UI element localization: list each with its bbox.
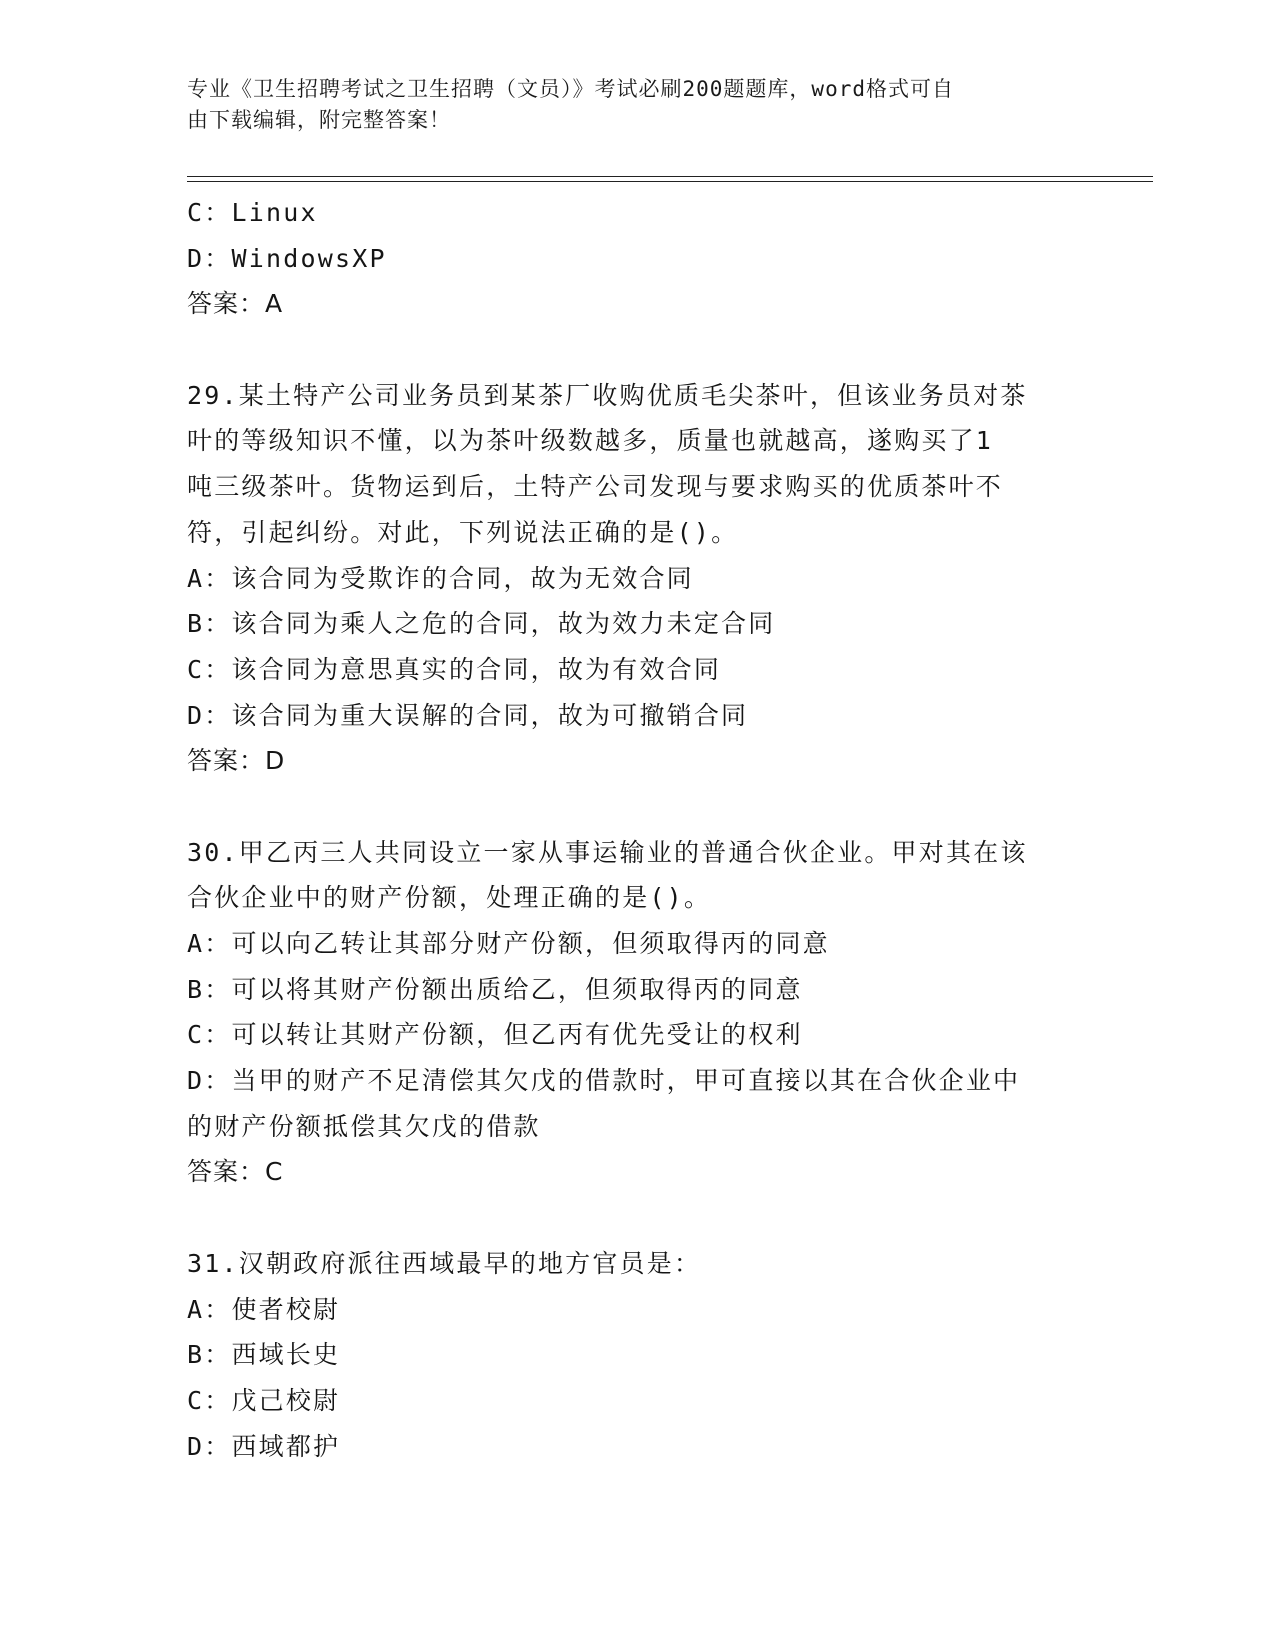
option-a: A：该合同为受欺诈的合同，故为无效合同 [187,563,694,593]
question-spacer [187,327,1087,373]
question-text-line: 叶的等级知识不懂，以为茶叶级数越多，质量也就越高，遂购买了1 [187,426,994,456]
option-d: D：当甲的财产不足清偿其欠戊的借款时，甲可直接以其在合伙企业中 [187,1066,1021,1096]
option-b: B：该合同为乘人之危的合同，故为效力未定合同 [187,609,776,639]
header-line-1: 专业《卫生招聘考试之卫生招聘（文员）》考试必刷200题题库，word格式可自 [187,77,954,101]
answer-line: 答案：D [187,746,286,776]
option-d: D：WindowsXP [187,243,387,273]
document-header [187,74,1067,136]
option-b: B：西域长史 [187,1340,341,1370]
question-text-line: 吨三级茶叶。货物运到后，土特产公司发现与要求购买的优质茶叶不 [187,472,1004,502]
answer-line: 答案：C [187,1157,284,1187]
option-d: D：西域都护 [187,1431,341,1461]
option-a: A：使者校尉 [187,1294,341,1324]
question-30 [187,830,1087,1196]
option-d: D：该合同为重大误解的合同，故为可撤销合同 [187,700,749,730]
option-c: C：可以转让其财产份额，但乙丙有优先受让的权利 [187,1020,803,1050]
answer-line: 答案：A [187,289,284,319]
option-c: C：该合同为意思真实的合同，故为有效合同 [187,654,722,684]
header-divider-top [187,176,1153,177]
option-c: C：戊己校尉 [187,1385,341,1415]
question-28-tail [187,190,1087,327]
header-divider-bottom [187,181,1153,182]
option-c: C：Linux [187,198,318,227]
question-text-line: 符，引起纠纷。对此，下列说法正确的是()。 [187,517,739,547]
question-text-line: 合伙企业中的财产份额，处理正确的是()。 [187,883,712,913]
question-content [187,190,1087,1469]
question-spacer [187,784,1087,830]
question-text-line: 30.甲乙丙三人共同设立一家从事运输业的普通合伙企业。甲对其在该 [187,837,1028,867]
header-line-2: 由下载编辑，附完整答案！ [187,108,451,132]
option-b: B：可以将其财产份额出质给乙，但须取得丙的同意 [187,974,803,1004]
question-29 [187,373,1087,784]
question-text-line: 29.某土特产公司业务员到某茶厂收购优质毛尖茶叶，但该业务员对茶 [187,380,1028,410]
question-spacer [187,1195,1087,1241]
option-a: A：可以向乙转让其部分财产份额，但须取得丙的同意 [187,929,830,958]
question-text-line: 31.汉朝政府派往西域最早的地方官员是： [187,1248,702,1278]
question-31 [187,1241,1087,1469]
option-d-continued: 的财产份额抵偿其欠戊的借款 [187,1111,541,1141]
